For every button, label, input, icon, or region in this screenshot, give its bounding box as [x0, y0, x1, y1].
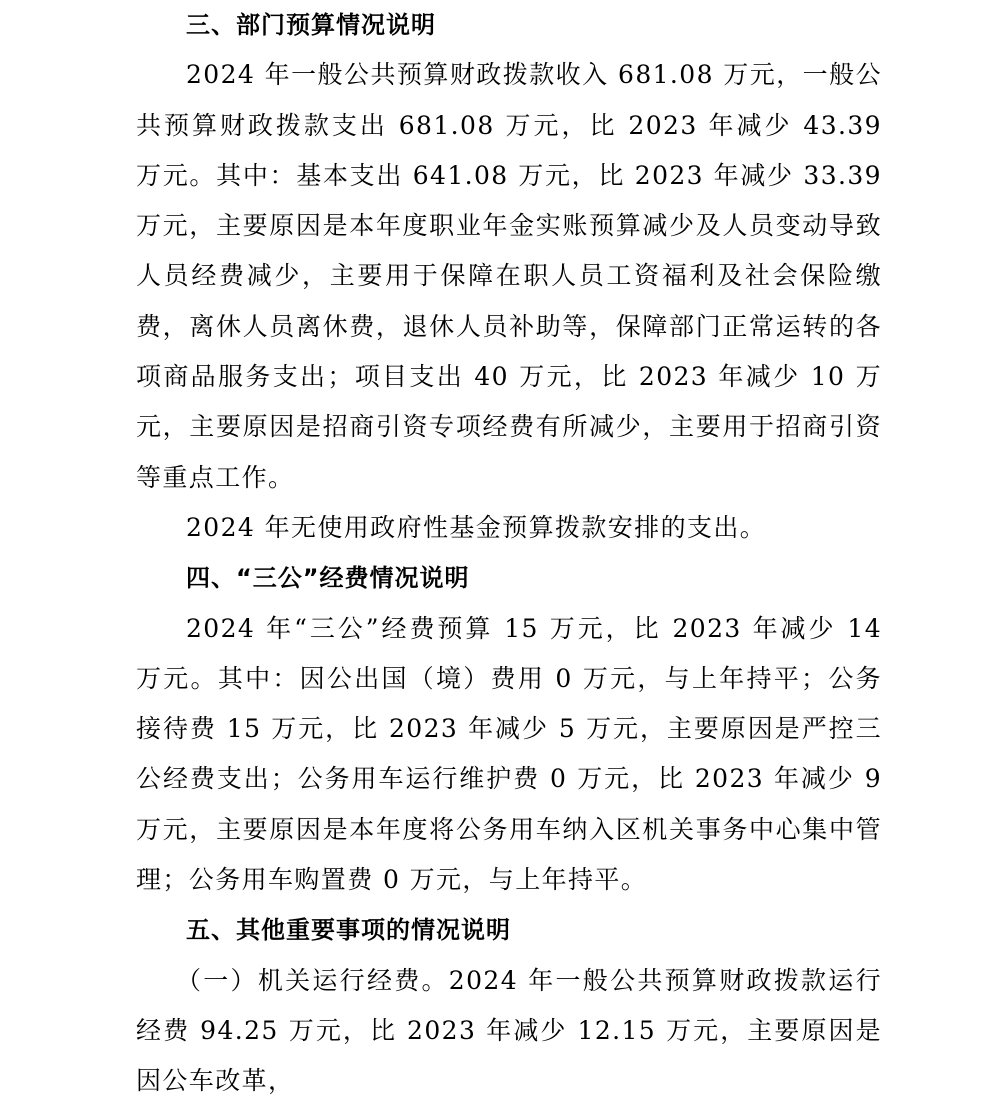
section-heading-budget: 三、部门预算情况说明	[186, 11, 436, 39]
document-page	[136, 0, 882, 1107]
paragraph-operating-expenses: （一）机关运行经费。2024 年一般公共预算财政拨款运行经费 94.25 万元，比 2023 年减少 12.15 万元，主要原因是因公车改革，	[136, 965, 882, 1096]
section-heading-three-public: 四、“三公”经费情况说明	[186, 564, 470, 593]
paragraph-budget-expenditure: 2024 年一般公共预算财政拨款收入 681.08 万元，一般公共预算财政拨款支出 681.08 万元，比 2023 年减少 43.39 万元。其中：基本支出 641.08 万元，比 2023 年减少 33.39 万元，主要原因是本年度职业年金实账预算减少及人员变动导致人员经费减少，主要用于保障在职人员工资福利及社会保险缴费，离休人员离休费，退休人员补助等，保障部门正常运转的各项商品服务支出；项目支出 40 万元，比 2023 年减少 10 万元，主要原因是招商引资专项经费有所减少，主要用于招商引资等重点工作。	[136, 60, 882, 492]
paragraph-three-public-expenses: 2024 年“三公”经费预算 15 万元，比 2023 年减少 14 万元。其中：因公出国（境）费用 0 万元，与上年持平；公务接待费 15 万元，比 2023 年减少 5 万元，主要原因是严控三公经费支出；公务用车运行维护费 0 万元，比 2023 年减少 9 万元，主要原因是本年度将公务用车纳入区机关事务中心集中管理；公务用车购置费 0 万元，与上年持平。	[136, 613, 882, 895]
section-heading-other-matters: 五、其他重要事项的情况说明	[186, 916, 511, 945]
paragraph-government-fund: 2024 年无使用政府性基金预算拨款安排的支出。	[186, 512, 767, 542]
